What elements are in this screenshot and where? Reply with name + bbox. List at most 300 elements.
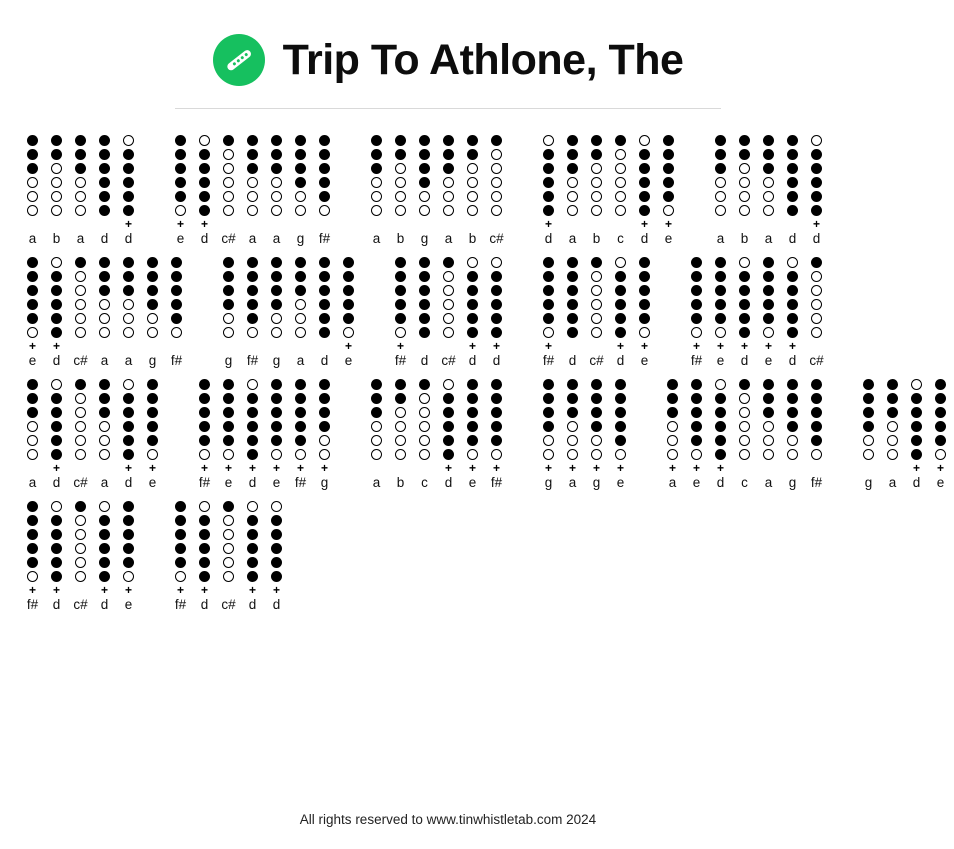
hole-closed-icon [443, 421, 454, 432]
octave-marker: + [248, 583, 256, 597]
tab-note [414, 379, 435, 490]
hole-closed-icon [443, 149, 454, 160]
hole-closed-icon [27, 515, 38, 526]
hole-closed-icon [811, 421, 822, 432]
hole-closed-icon [223, 135, 234, 146]
fingering-holes [739, 257, 750, 338]
hole-open-icon [123, 135, 134, 146]
hole-closed-icon [639, 191, 650, 202]
hole-closed-icon [271, 285, 282, 296]
hole-closed-icon [27, 163, 38, 174]
hole-closed-icon [763, 257, 774, 268]
hole-closed-icon [123, 393, 134, 404]
hole-closed-icon [247, 557, 258, 568]
tab-measure [22, 257, 190, 368]
hole-open-icon [199, 501, 210, 512]
hole-open-icon [75, 407, 86, 418]
tab-note [46, 257, 67, 368]
hole-open-icon [615, 163, 626, 174]
hole-closed-icon [639, 313, 650, 324]
hole-open-icon [491, 163, 502, 174]
hole-closed-icon [51, 149, 62, 160]
hole-closed-icon [51, 543, 62, 554]
note-name: g [864, 475, 873, 490]
octave-marker: + [344, 339, 352, 353]
hole-closed-icon [247, 257, 258, 268]
hole-open-icon [395, 435, 406, 446]
fingering-holes [99, 501, 110, 582]
hole-closed-icon [123, 285, 134, 296]
hole-open-icon [543, 327, 554, 338]
hole-closed-icon [319, 421, 330, 432]
note-name: c# [589, 353, 604, 368]
hole-closed-icon [543, 379, 554, 390]
hole-closed-icon [567, 285, 578, 296]
hole-open-icon [491, 205, 502, 216]
hole-closed-icon [247, 421, 258, 432]
tab-note [562, 257, 583, 368]
hole-open-icon [491, 149, 502, 160]
hole-closed-icon [419, 327, 430, 338]
hole-closed-icon [787, 163, 798, 174]
note-name: e [124, 597, 133, 612]
hole-closed-icon [175, 501, 186, 512]
note-name: b [396, 475, 405, 490]
hole-closed-icon [691, 379, 702, 390]
note-name: c# [809, 353, 824, 368]
hole-open-icon [223, 449, 234, 460]
hole-closed-icon [811, 257, 822, 268]
tab-note [858, 379, 879, 490]
note-name: d [740, 353, 749, 368]
hole-closed-icon [911, 393, 922, 404]
hole-closed-icon [811, 163, 822, 174]
hole-closed-icon [639, 271, 650, 282]
hole-open-icon [75, 327, 86, 338]
fingering-holes [739, 135, 750, 216]
hole-open-icon [27, 177, 38, 188]
hole-open-icon [371, 435, 382, 446]
fingering-holes [199, 135, 210, 216]
tab-note [70, 257, 91, 368]
hole-closed-icon [171, 257, 182, 268]
hole-open-icon [591, 299, 602, 310]
octave-marker: + [272, 461, 280, 475]
fingering-holes [75, 135, 86, 216]
hole-closed-icon [199, 163, 210, 174]
hole-closed-icon [591, 407, 602, 418]
tab-row [22, 501, 874, 612]
tab-note [610, 257, 631, 368]
hole-closed-icon [787, 379, 798, 390]
hole-closed-icon [271, 135, 282, 146]
hole-closed-icon [99, 393, 110, 404]
hole-open-icon [75, 285, 86, 296]
note-name: c# [441, 353, 456, 368]
tab-note [734, 257, 755, 368]
hole-open-icon [51, 379, 62, 390]
hole-closed-icon [271, 379, 282, 390]
tab-note [710, 379, 731, 490]
fingering-holes [295, 135, 306, 216]
hole-open-icon [247, 327, 258, 338]
tab-note [906, 379, 927, 490]
hole-closed-icon [739, 285, 750, 296]
hole-closed-icon [199, 543, 210, 554]
hole-closed-icon [739, 299, 750, 310]
hole-closed-icon [51, 285, 62, 296]
octave-marker: + [740, 339, 748, 353]
note-name: a [444, 231, 453, 246]
tab-note [22, 135, 43, 246]
note-name: d [544, 231, 553, 246]
hole-closed-icon [491, 421, 502, 432]
hole-open-icon [343, 327, 354, 338]
hole-closed-icon [491, 407, 502, 418]
hole-closed-icon [147, 285, 158, 296]
fingering-holes [51, 135, 62, 216]
hole-open-icon [199, 449, 210, 460]
octave-marker: + [124, 461, 132, 475]
hole-closed-icon [319, 379, 330, 390]
hole-closed-icon [591, 421, 602, 432]
note-name: e [28, 353, 37, 368]
hole-closed-icon [27, 271, 38, 282]
octave-marker: + [176, 583, 184, 597]
hole-open-icon [371, 449, 382, 460]
fingering-holes [543, 257, 554, 338]
hole-open-icon [615, 205, 626, 216]
hole-open-icon [467, 205, 478, 216]
note-name: g [320, 475, 329, 490]
fingering-holes [75, 379, 86, 460]
hole-open-icon [591, 435, 602, 446]
note-name: d [788, 353, 797, 368]
hole-closed-icon [295, 379, 306, 390]
hole-closed-icon [395, 299, 406, 310]
octave-marker: + [664, 217, 672, 231]
hole-closed-icon [199, 435, 210, 446]
note-name: g [148, 353, 157, 368]
fingering-holes [615, 135, 626, 216]
tab-note [70, 501, 91, 612]
hole-open-icon [715, 205, 726, 216]
note-name: d [52, 475, 61, 490]
footer-credit: All rights reserved to www.tinwhistletab.com 2024 [299, 812, 597, 827]
hole-closed-icon [639, 149, 650, 160]
tab-note [266, 501, 287, 612]
hole-closed-icon [223, 421, 234, 432]
octave-marker: + [692, 339, 700, 353]
hole-open-icon [667, 421, 678, 432]
tab-measure [22, 501, 142, 612]
hole-open-icon [147, 313, 158, 324]
hole-closed-icon [223, 285, 234, 296]
octave-marker: + [124, 217, 132, 231]
hole-closed-icon [739, 327, 750, 338]
hole-closed-icon [491, 313, 502, 324]
note-name: g [544, 475, 553, 490]
note-name: d [52, 597, 61, 612]
tab-note [46, 501, 67, 612]
hole-closed-icon [567, 299, 578, 310]
hole-closed-icon [319, 313, 330, 324]
hole-open-icon [739, 177, 750, 188]
hole-closed-icon [271, 515, 282, 526]
note-name: a [668, 475, 677, 490]
hole-closed-icon [99, 205, 110, 216]
note-name: a [888, 475, 897, 490]
note-name: c# [73, 475, 88, 490]
fingering-holes [123, 501, 134, 582]
tab-note [94, 257, 115, 368]
hole-closed-icon [175, 557, 186, 568]
hole-closed-icon [763, 393, 774, 404]
tab-note [586, 135, 607, 246]
hole-open-icon [199, 135, 210, 146]
fingering-holes [615, 379, 626, 460]
hole-open-icon [75, 515, 86, 526]
hole-closed-icon [371, 379, 382, 390]
tab-note [46, 379, 67, 490]
hole-open-icon [51, 205, 62, 216]
note-name: f# [246, 353, 259, 368]
hole-closed-icon [75, 379, 86, 390]
hole-closed-icon [615, 285, 626, 296]
hole-open-icon [467, 257, 478, 268]
hole-open-icon [787, 449, 798, 460]
note-name: c# [221, 231, 236, 246]
hole-closed-icon [615, 327, 626, 338]
tab-note [634, 135, 655, 246]
hole-open-icon [247, 177, 258, 188]
hole-closed-icon [567, 313, 578, 324]
hole-closed-icon [911, 435, 922, 446]
hole-open-icon [591, 271, 602, 282]
hole-closed-icon [223, 501, 234, 512]
hole-open-icon [739, 393, 750, 404]
hole-closed-icon [175, 163, 186, 174]
tab-note [94, 379, 115, 490]
hole-open-icon [863, 449, 874, 460]
fingering-holes [811, 135, 822, 216]
hole-closed-icon [51, 271, 62, 282]
hole-closed-icon [591, 149, 602, 160]
hole-closed-icon [99, 191, 110, 202]
hole-closed-icon [639, 285, 650, 296]
hole-open-icon [811, 313, 822, 324]
tab-note [22, 501, 43, 612]
octave-marker: + [200, 583, 208, 597]
hole-closed-icon [763, 407, 774, 418]
note-name: a [100, 353, 109, 368]
hole-closed-icon [491, 285, 502, 296]
hole-closed-icon [443, 163, 454, 174]
hole-closed-icon [371, 407, 382, 418]
hole-closed-icon [787, 205, 798, 216]
octave-marker: + [788, 339, 796, 353]
octave-marker: + [764, 339, 772, 353]
fingering-holes [739, 379, 750, 460]
tab-note [194, 501, 215, 612]
fingering-holes [667, 379, 678, 460]
hole-closed-icon [467, 299, 478, 310]
hole-open-icon [739, 205, 750, 216]
hole-open-icon [667, 435, 678, 446]
hole-closed-icon [491, 271, 502, 282]
hole-closed-icon [715, 421, 726, 432]
hole-closed-icon [223, 257, 234, 268]
octave-marker: + [640, 217, 648, 231]
hole-closed-icon [419, 163, 430, 174]
hole-closed-icon [99, 379, 110, 390]
hole-closed-icon [419, 149, 430, 160]
hole-closed-icon [763, 379, 774, 390]
tab-measure [686, 257, 830, 368]
note-name: g [272, 353, 281, 368]
hole-closed-icon [27, 257, 38, 268]
hole-closed-icon [271, 299, 282, 310]
hole-closed-icon [123, 163, 134, 174]
fingering-holes [371, 135, 382, 216]
hole-open-icon [295, 205, 306, 216]
note-name: a [76, 231, 85, 246]
hole-closed-icon [175, 135, 186, 146]
note-name: g [224, 353, 233, 368]
tab-row [22, 257, 874, 368]
hole-open-icon [443, 379, 454, 390]
hole-closed-icon [247, 271, 258, 282]
octave-marker: + [544, 339, 552, 353]
note-name: e [640, 353, 649, 368]
hole-open-icon [123, 571, 134, 582]
fingering-holes [51, 257, 62, 338]
hole-closed-icon [147, 435, 158, 446]
hole-closed-icon [271, 421, 282, 432]
octave-marker: + [320, 461, 328, 475]
hole-closed-icon [247, 529, 258, 540]
hole-closed-icon [615, 407, 626, 418]
octave-marker: + [396, 339, 404, 353]
hole-closed-icon [419, 257, 430, 268]
hole-open-icon [419, 449, 430, 460]
hole-closed-icon [787, 177, 798, 188]
hole-open-icon [75, 529, 86, 540]
fingering-holes [75, 501, 86, 582]
tab-note [242, 135, 263, 246]
tab-note [658, 135, 679, 246]
hole-open-icon [739, 435, 750, 446]
hole-open-icon [715, 327, 726, 338]
note-name: e [344, 353, 353, 368]
hole-closed-icon [691, 271, 702, 282]
hole-open-icon [75, 557, 86, 568]
fingering-holes [543, 135, 554, 216]
hole-closed-icon [811, 435, 822, 446]
hole-open-icon [763, 177, 774, 188]
note-name: e [716, 353, 725, 368]
hole-closed-icon [491, 435, 502, 446]
hole-closed-icon [27, 149, 38, 160]
fingering-holes [691, 257, 702, 338]
fingering-holes [443, 379, 454, 460]
hole-open-icon [147, 449, 158, 460]
fingering-holes [247, 135, 258, 216]
tab-note [194, 379, 215, 490]
hole-closed-icon [223, 299, 234, 310]
tab-measure [22, 135, 142, 246]
tab-measure [390, 257, 510, 368]
hole-open-icon [51, 501, 62, 512]
tab-note [218, 135, 239, 246]
note-name: a [764, 231, 773, 246]
tab-note [266, 135, 287, 246]
tab-note [486, 257, 507, 368]
note-name: c [617, 231, 624, 246]
hole-closed-icon [171, 299, 182, 310]
tab-note [118, 135, 139, 246]
note-name: e [936, 475, 945, 490]
note-name: a [248, 231, 257, 246]
fingering-holes [295, 257, 306, 338]
fingering-holes [567, 135, 578, 216]
hole-closed-icon [171, 271, 182, 282]
hole-closed-icon [543, 257, 554, 268]
hole-open-icon [567, 435, 578, 446]
hole-open-icon [419, 205, 430, 216]
hole-open-icon [271, 501, 282, 512]
fingering-holes [271, 257, 282, 338]
hole-closed-icon [247, 299, 258, 310]
tab-measure [218, 257, 362, 368]
page-header [0, 0, 896, 86]
tab-note [438, 379, 459, 490]
hole-closed-icon [667, 407, 678, 418]
fingering-holes [591, 379, 602, 460]
fingering-holes [99, 257, 110, 338]
note-name: f# [394, 353, 407, 368]
note-name: d [100, 231, 109, 246]
hole-closed-icon [543, 191, 554, 202]
tab-measure [538, 257, 658, 368]
hole-closed-icon [863, 379, 874, 390]
hole-open-icon [175, 571, 186, 582]
hole-closed-icon [99, 177, 110, 188]
hole-closed-icon [319, 149, 330, 160]
octave-marker: + [912, 461, 920, 475]
tab-note [170, 501, 191, 612]
hole-closed-icon [887, 393, 898, 404]
hole-closed-icon [911, 449, 922, 460]
hole-closed-icon [51, 299, 62, 310]
hole-closed-icon [691, 435, 702, 446]
tab-note [710, 135, 731, 246]
hole-closed-icon [639, 163, 650, 174]
hole-closed-icon [543, 177, 554, 188]
hole-closed-icon [51, 393, 62, 404]
hole-closed-icon [443, 257, 454, 268]
hole-closed-icon [99, 257, 110, 268]
hole-closed-icon [51, 407, 62, 418]
tab-note [290, 379, 311, 490]
hole-open-icon [99, 299, 110, 310]
hole-closed-icon [787, 407, 798, 418]
note-name: f# [690, 353, 703, 368]
hole-closed-icon [123, 407, 134, 418]
note-name: a [716, 231, 725, 246]
hole-closed-icon [343, 313, 354, 324]
hole-closed-icon [27, 501, 38, 512]
